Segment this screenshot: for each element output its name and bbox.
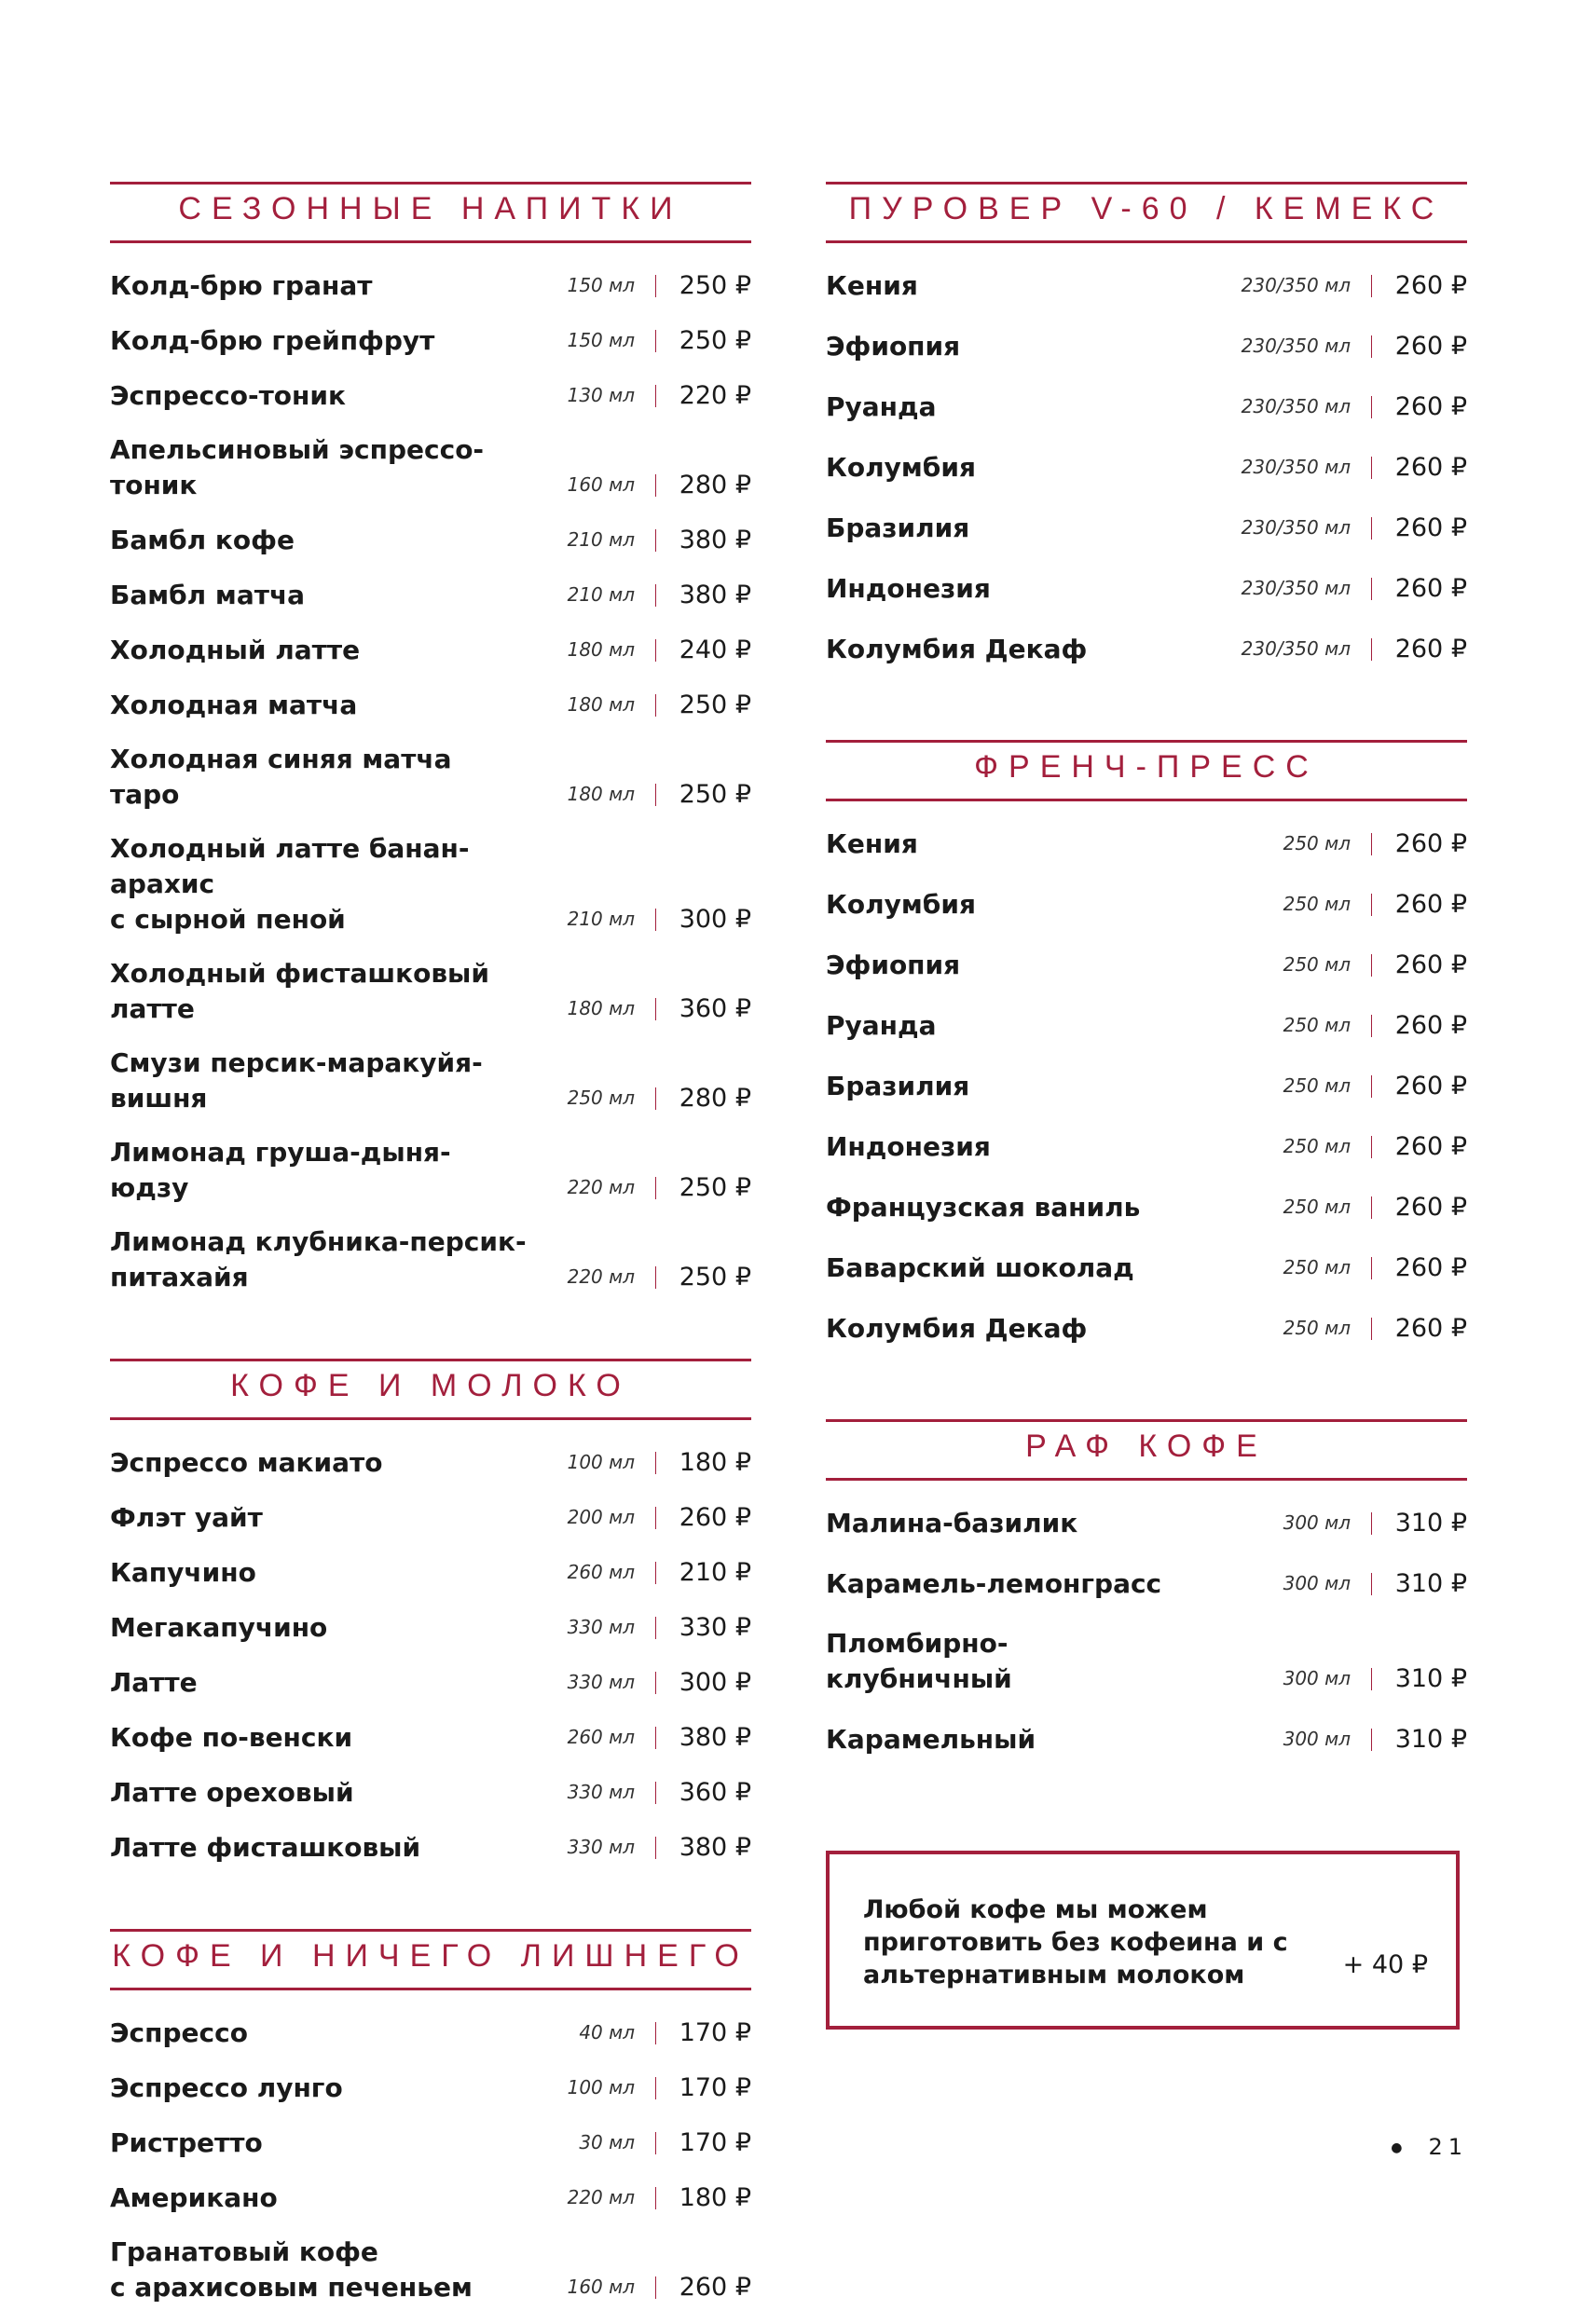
separator: [1371, 1196, 1372, 1219]
left-column: [110, 182, 751, 2324]
separator: [1371, 275, 1372, 297]
section-title: СЕЗОННЫЕ НАПИТКИ: [178, 191, 683, 226]
menu-item: [826, 1565, 1467, 1602]
item-volume: 220 мл: [567, 1176, 635, 1198]
separator: [1371, 396, 1372, 418]
menu-item: [110, 1135, 751, 1206]
item-name: Кения: [826, 270, 918, 301]
item-price: 380 ₽: [679, 581, 751, 609]
separator: [1371, 1257, 1372, 1279]
item-price: 170 ₽: [679, 2128, 751, 2157]
item-volume: 210 мл: [567, 908, 635, 930]
item-price: 220 ₽: [679, 381, 751, 410]
item-name: Колумбия: [826, 889, 976, 920]
menu-item: [826, 1068, 1467, 1104]
item-volume: 180 мл: [567, 783, 635, 805]
item-price: 250 ₽: [679, 1263, 751, 1292]
section-seasonal: [110, 182, 751, 1295]
separator: [655, 1727, 656, 1749]
separator: [655, 909, 656, 931]
item-price: 380 ₽: [679, 526, 751, 554]
item-price: 310 ₽: [1394, 1725, 1467, 1754]
section-title: РАФ КОФЕ: [1025, 1429, 1268, 1464]
section-raf: [826, 1419, 1467, 1757]
item-list: [826, 1505, 1467, 1757]
separator: [1371, 457, 1372, 479]
separator: [655, 474, 656, 497]
item-volume: 330 мл: [567, 1616, 635, 1638]
decaf-note-price: + 40 ₽: [1342, 1950, 1428, 1979]
menu-item: [110, 522, 751, 558]
item-price: 260 ₽: [1394, 1011, 1467, 1040]
item-price: 260 ₽: [1394, 271, 1467, 300]
menu-item: [826, 631, 1467, 667]
item-volume: 210 мл: [567, 583, 635, 606]
menu-item: [110, 2235, 751, 2305]
item-volume: 300 мл: [1283, 1728, 1351, 1750]
item-name: Холодная матча: [110, 690, 358, 720]
separator: [655, 584, 656, 607]
item-price: 170 ₽: [679, 2018, 751, 2047]
menu-item: [826, 1250, 1467, 1286]
item-price: 260 ₽: [1394, 392, 1467, 421]
separator: [1371, 638, 1372, 661]
item-price: 260 ₽: [1394, 1072, 1467, 1100]
item-name: Карамельный: [826, 1724, 1036, 1755]
separator: [655, 1266, 656, 1289]
item-volume: 180 мл: [567, 997, 635, 1019]
item-price: 360 ₽: [679, 994, 751, 1023]
bullet-icon: ●: [1391, 2140, 1408, 2155]
section-header: [110, 1359, 751, 1420]
menu-item: [826, 328, 1467, 364]
separator: [655, 1452, 656, 1474]
item-volume: 260 мл: [567, 1561, 635, 1583]
item-volume: 230/350 мл: [1241, 637, 1351, 660]
separator: [655, 330, 656, 352]
item-price: 300 ₽: [679, 1668, 751, 1697]
item-price: 250 ₽: [679, 780, 751, 809]
item-volume: 250 мл: [1283, 1256, 1351, 1278]
menu-item: [826, 267, 1467, 304]
menu-item: [110, 322, 751, 359]
separator: [1371, 1729, 1372, 1751]
item-name: Эспрессо: [110, 2017, 248, 2048]
separator: [655, 1562, 656, 1584]
menu-item: [110, 2180, 751, 2216]
item-volume: 250 мл: [1283, 832, 1351, 854]
separator: [655, 1507, 656, 1529]
item-name: Ристретто: [110, 2127, 263, 2158]
item-price: 260 ₽: [679, 1503, 751, 1532]
item-name: Эспрессо лунго: [110, 2072, 343, 2103]
item-name: Кения: [826, 828, 918, 859]
item-list: [110, 2015, 751, 2305]
item-name: Апельсиновый эспрессо-тоник: [110, 434, 485, 500]
item-name: Холодный латте: [110, 635, 361, 665]
item-volume: 150 мл: [567, 274, 635, 296]
menu-item: [826, 570, 1467, 607]
item-name: Эфиопия: [826, 950, 961, 980]
item-volume: 250 мл: [1283, 953, 1351, 976]
item-volume: 180 мл: [567, 638, 635, 661]
item-name: Колд-брю гранат: [110, 270, 373, 301]
menu-item: [110, 1719, 751, 1756]
item-price: 260 ₽: [1394, 453, 1467, 482]
section-header: [826, 1419, 1467, 1481]
item-price: 330 ₽: [679, 1613, 751, 1642]
menu-item: [110, 2125, 751, 2161]
right-column: [826, 182, 1467, 2030]
item-volume: 230/350 мл: [1241, 395, 1351, 417]
menu-item: [826, 1189, 1467, 1225]
section-header: [826, 740, 1467, 801]
menu-item: [110, 267, 751, 304]
separator: [655, 1837, 656, 1859]
separator: [1371, 1136, 1372, 1158]
separator: [1371, 833, 1372, 855]
item-volume: 250 мл: [1283, 1135, 1351, 1157]
item-name: Латте фисташковый: [110, 1832, 421, 1863]
item-price: 260 ₽: [1394, 1314, 1467, 1343]
menu-item: [110, 742, 751, 813]
menu-item: [826, 1505, 1467, 1541]
item-volume: 250 мл: [1283, 1196, 1351, 1218]
item-price: 260 ₽: [1394, 1193, 1467, 1222]
item-volume: 100 мл: [567, 1451, 635, 1473]
separator: [1371, 954, 1372, 977]
section-coffee-milk: [110, 1359, 751, 1866]
menu-item: [826, 1626, 1467, 1697]
item-name: Лимонад клубника-персик- питахайя: [110, 1226, 527, 1292]
item-name: Американо: [110, 2182, 278, 2213]
item-price: 260 ₽: [1394, 332, 1467, 361]
item-price: 380 ₽: [679, 1723, 751, 1752]
menu-item: [110, 831, 751, 937]
item-price: 260 ₽: [679, 2273, 751, 2302]
item-name: Смузи персик-маракуйя-вишня: [110, 1047, 483, 1114]
item-name: Кофе по-венски: [110, 1722, 353, 1753]
menu-item: [826, 1721, 1467, 1757]
item-volume: 250 мл: [1283, 1014, 1351, 1036]
item-name: Латте ореховый: [110, 1777, 354, 1808]
item-name: Бамбл кофе: [110, 525, 295, 555]
item-volume: 220 мл: [567, 2186, 635, 2208]
separator: [1371, 1075, 1372, 1098]
item-volume: 250 мл: [1283, 1074, 1351, 1097]
separator: [1371, 894, 1372, 916]
item-volume: 100 мл: [567, 2076, 635, 2098]
item-name: Руанда: [826, 391, 937, 422]
separator: [655, 1087, 656, 1110]
menu-item: [826, 886, 1467, 923]
item-price: 210 ₽: [679, 1558, 751, 1587]
menu-item: [110, 2015, 751, 2051]
item-price: 260 ₽: [1394, 513, 1467, 542]
separator: [655, 694, 656, 717]
item-price: 260 ₽: [1394, 1253, 1467, 1282]
item-volume: 300 мл: [1283, 1511, 1351, 1534]
menu-item: [110, 1829, 751, 1866]
menu-item: [110, 1444, 751, 1481]
item-list: [826, 267, 1467, 667]
item-price: 380 ₽: [679, 1833, 751, 1862]
item-price: 260 ₽: [1394, 635, 1467, 663]
page-number-value: 21: [1428, 2134, 1468, 2160]
item-name: Индонезия: [826, 573, 991, 604]
item-price: 260 ₽: [1394, 1132, 1467, 1161]
item-volume: 230/350 мл: [1241, 516, 1351, 539]
menu-item: [110, 1609, 751, 1646]
section-title: ФРЕНЧ-ПРЕСС: [974, 749, 1319, 785]
item-name: Гранатовый кофе с арахисовым печеньем: [110, 2236, 473, 2303]
item-name: Колд-брю грейпфрут: [110, 325, 435, 356]
section-header: [110, 1929, 751, 1990]
separator: [655, 639, 656, 662]
item-volume: 330 мл: [567, 1671, 635, 1693]
menu-item: [110, 2070, 751, 2106]
item-volume: 200 мл: [567, 1506, 635, 1528]
item-volume: 210 мл: [567, 528, 635, 551]
item-volume: 230/350 мл: [1241, 335, 1351, 357]
section-pourover: [826, 182, 1467, 667]
menu-item: [826, 1310, 1467, 1347]
item-volume: 300 мл: [1283, 1667, 1351, 1689]
item-price: 260 ₽: [1394, 829, 1467, 858]
separator: [655, 1782, 656, 1804]
item-name: Карамель-лемонграсс: [826, 1568, 1162, 1599]
item-name: Лимонад груша-дыня-юдзу: [110, 1137, 451, 1203]
item-name: Французская ваниль: [826, 1192, 1141, 1223]
item-price: 250 ₽: [679, 271, 751, 300]
separator: [655, 275, 656, 297]
item-price: 240 ₽: [679, 636, 751, 664]
section-french-press: [826, 740, 1467, 1347]
item-volume: 230/350 мл: [1241, 577, 1351, 599]
decaf-note-text: Любой кофе мы можем приготовить без кофеина и с альтернативным молоком: [863, 1895, 1288, 1989]
item-volume: 330 мл: [567, 1781, 635, 1803]
separator: [655, 529, 656, 552]
separator: [655, 2187, 656, 2209]
separator: [655, 385, 656, 407]
menu-item: [826, 389, 1467, 425]
item-price: 260 ₽: [1394, 574, 1467, 603]
item-price: 250 ₽: [679, 1173, 751, 1202]
separator: [1371, 1668, 1372, 1690]
item-name: Малина-базилик: [826, 1508, 1078, 1538]
section-title: КОФЕ И МОЛОКО: [230, 1368, 631, 1403]
separator: [655, 1177, 656, 1199]
item-list: [826, 826, 1467, 1347]
separator: [655, 1672, 656, 1694]
section-title: ПУРОВЕР V-60 / КЕМЕКС: [848, 191, 1445, 226]
separator: [655, 2077, 656, 2099]
menu-item: [110, 1046, 751, 1116]
separator: [1371, 1318, 1372, 1340]
item-volume: 250 мл: [1283, 1317, 1351, 1339]
item-name: Руанда: [826, 1010, 937, 1041]
item-price: 250 ₽: [679, 326, 751, 355]
item-volume: 130 мл: [567, 384, 635, 406]
item-name: Холодная синяя матча таро: [110, 744, 452, 810]
menu-item: [110, 1664, 751, 1701]
section-coffee-only: [110, 1929, 751, 2305]
item-name: Колумбия Декаф: [826, 634, 1088, 664]
menu-item: [826, 947, 1467, 983]
separator: [655, 2022, 656, 2044]
item-volume: 220 мл: [567, 1265, 635, 1288]
item-name: Баварский шоколад: [826, 1252, 1134, 1283]
separator: [655, 2276, 656, 2299]
item-volume: 300 мл: [1283, 1572, 1351, 1594]
item-name: Эспрессо макиато: [110, 1447, 383, 1478]
separator: [1371, 1573, 1372, 1595]
decaf-note-box: [826, 1851, 1460, 2030]
separator: [655, 2132, 656, 2154]
menu-item: [110, 1554, 751, 1591]
menu-item: [826, 510, 1467, 546]
menu-item: [826, 826, 1467, 862]
item-name: Пломбирно-клубничный: [826, 1628, 1012, 1694]
item-volume: 230/350 мл: [1241, 274, 1351, 296]
item-price: 260 ₽: [1394, 950, 1467, 979]
item-price: 310 ₽: [1394, 1509, 1467, 1538]
separator: [1371, 1015, 1372, 1037]
item-volume: 230/350 мл: [1241, 456, 1351, 478]
item-volume: 180 мл: [567, 693, 635, 716]
item-name: Эспрессо-тоник: [110, 380, 347, 411]
separator: [1371, 578, 1372, 600]
separator: [1371, 517, 1372, 540]
page-number: [1391, 2134, 1468, 2160]
item-price: 280 ₽: [679, 471, 751, 499]
item-volume: 40 мл: [579, 2021, 635, 2044]
separator: [1371, 1512, 1372, 1535]
item-name: Латте: [110, 1667, 198, 1698]
item-name: Мегакапучино: [110, 1612, 328, 1643]
item-name: Колумбия Декаф: [826, 1313, 1088, 1344]
item-name: Холодный латте банан-арахис с сырной пеной: [110, 833, 470, 935]
item-price: 280 ₽: [679, 1084, 751, 1113]
item-price: 310 ₽: [1394, 1664, 1467, 1693]
item-volume: 260 мл: [567, 1726, 635, 1748]
item-volume: 330 мл: [567, 1836, 635, 1858]
menu-item: [110, 632, 751, 668]
item-name: Флэт уайт: [110, 1502, 263, 1533]
item-name: Колумбия: [826, 452, 976, 483]
menu-item: [826, 449, 1467, 485]
menu-item: [110, 1499, 751, 1536]
item-name: Капучино: [110, 1557, 256, 1588]
menu-item: [826, 1007, 1467, 1044]
menu-item: [110, 432, 751, 503]
separator: [655, 784, 656, 806]
item-price: 250 ₽: [679, 690, 751, 719]
item-list: [110, 267, 751, 1295]
menu-item: [110, 1224, 751, 1295]
item-name: Эфиопия: [826, 331, 961, 362]
item-volume: 160 мл: [567, 2276, 635, 2298]
menu-item: [826, 1128, 1467, 1165]
item-price: 180 ₽: [679, 1448, 751, 1477]
section-header: [826, 182, 1467, 243]
item-price: 180 ₽: [679, 2183, 751, 2212]
item-price: 310 ₽: [1394, 1569, 1467, 1598]
item-volume: 30 мл: [579, 2131, 635, 2153]
menu-item: [110, 577, 751, 613]
separator: [655, 1617, 656, 1639]
item-price: 300 ₽: [679, 905, 751, 934]
item-name: Бамбл матча: [110, 580, 306, 610]
item-price: 360 ₽: [679, 1778, 751, 1807]
separator: [1371, 335, 1372, 358]
menu-item: [110, 1774, 751, 1811]
item-name: Индонезия: [826, 1131, 991, 1162]
item-name: Холодный фисташковый латте: [110, 958, 489, 1024]
item-volume: 160 мл: [567, 473, 635, 496]
item-volume: 150 мл: [567, 329, 635, 351]
item-volume: 250 мл: [567, 1087, 635, 1109]
section-title: КОФЕ И НИЧЕГО ЛИШНЕГО: [112, 1938, 749, 1974]
item-name: Бразилия: [826, 513, 970, 543]
item-price: 170 ₽: [679, 2073, 751, 2102]
menu-item: [110, 956, 751, 1027]
menu-item: [110, 687, 751, 723]
item-price: 260 ₽: [1394, 890, 1467, 919]
section-header: [110, 182, 751, 243]
item-volume: 250 мл: [1283, 893, 1351, 915]
menu-item: [110, 377, 751, 414]
item-list: [110, 1444, 751, 1866]
separator: [655, 998, 656, 1020]
item-name: Бразилия: [826, 1071, 970, 1101]
